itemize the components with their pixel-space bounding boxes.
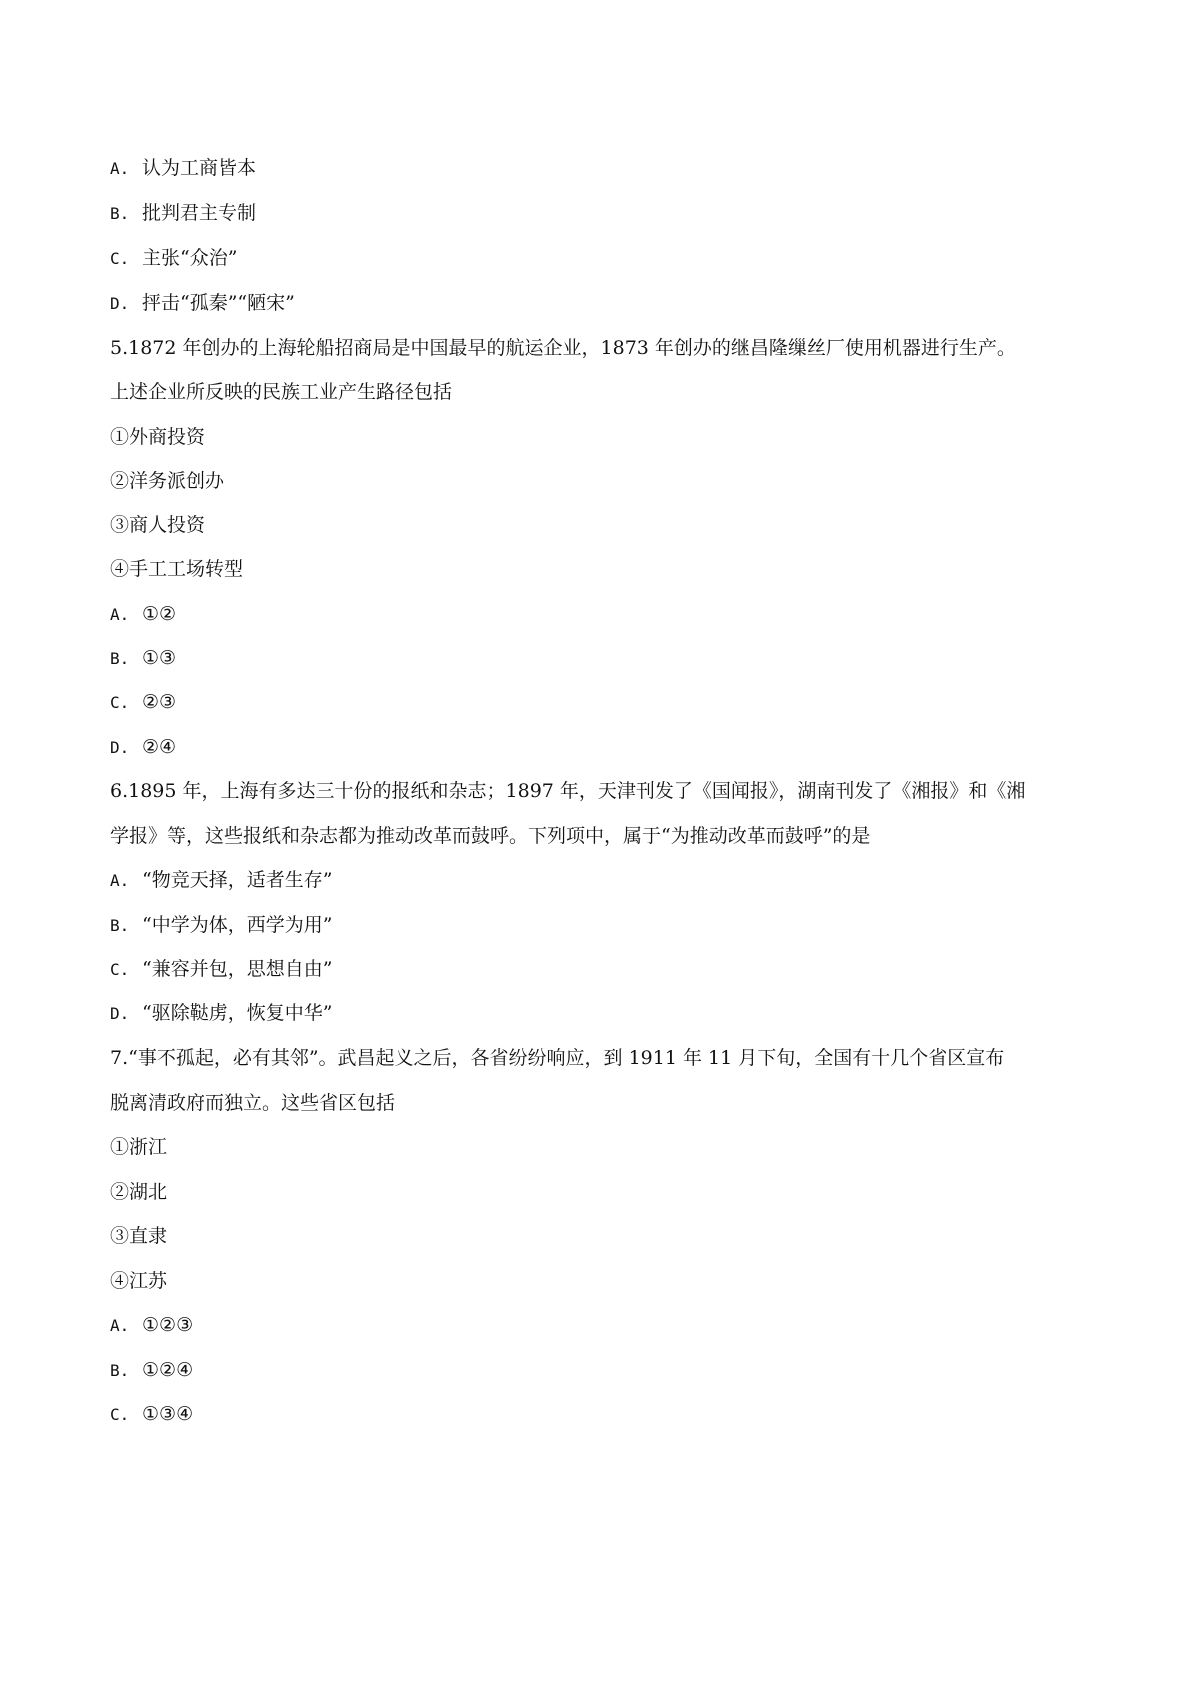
q7-stem-line-1: 7.“事不孤起，必有其邻”。武昌起义之后，各省纷纷响应，到 1911 年 11 月下旬，全国有十几个省区宣布	[110, 1047, 1005, 1069]
option-text: ①②③	[142, 1314, 194, 1336]
option-text: ①③	[142, 647, 177, 669]
option-text: ②④	[142, 736, 177, 758]
q6-option-b	[110, 912, 332, 939]
option-text: “中学为体，西学为用”	[142, 914, 333, 936]
q5-item-3: ③商人投资	[110, 514, 206, 536]
q5-option-d	[110, 734, 176, 761]
option-text: “驱除鞑虏，恢复中华”	[142, 1002, 333, 1024]
option-text: 认为工商皆本	[142, 157, 257, 179]
q6-option-d	[110, 1000, 332, 1027]
q5-item-4: ④手工工场转型	[110, 558, 244, 580]
option-letter: B.	[110, 204, 130, 223]
option-text: 抨击“孤秦”“陋宋”	[142, 292, 295, 314]
option-letter: C.	[110, 1405, 130, 1424]
q7-item-4: ④江苏	[110, 1270, 168, 1292]
q4-option-b	[110, 200, 256, 227]
option-letter: C.	[110, 693, 130, 712]
q4-option-d	[110, 290, 295, 317]
q4-option-a	[110, 155, 256, 182]
option-text: “兼容并包，思想自由”	[142, 958, 333, 980]
option-text: “物竞天择，适者生存”	[142, 869, 333, 891]
option-letter: A.	[110, 159, 130, 178]
q6-option-c	[110, 956, 332, 983]
q7-item-2: ②湖北	[110, 1181, 168, 1203]
option-letter: B.	[110, 916, 130, 935]
q4-option-c	[110, 245, 237, 272]
q5-option-a	[110, 601, 176, 628]
option-letter: D.	[110, 738, 130, 757]
option-text: ①③④	[142, 1403, 194, 1425]
q7-item-1: ①浙江	[110, 1136, 168, 1158]
option-text: 主张“众治”	[142, 247, 238, 269]
option-letter: B.	[110, 649, 130, 668]
option-text: 批判君主专制	[142, 202, 257, 224]
q7-item-3: ③直隶	[110, 1225, 168, 1247]
option-letter: A.	[110, 1316, 130, 1335]
q5-stem-line-2: 上述企业所反映的民族工业产生路径包括	[110, 381, 453, 403]
option-letter: B.	[110, 1361, 130, 1380]
q6-option-a	[110, 867, 332, 894]
option-letter: D.	[110, 294, 130, 313]
q7-option-a	[110, 1312, 193, 1339]
option-text: ①②④	[142, 1359, 194, 1381]
option-letter: A.	[110, 871, 130, 890]
option-letter: D.	[110, 1004, 130, 1023]
option-letter: C.	[110, 249, 130, 268]
option-text: ②③	[142, 691, 177, 713]
q5-stem-line-1: 5.1872 年创办的上海轮船招商局是中国最早的航运企业，1873 年创办的继昌隆缫丝厂使用机器进行生产。	[110, 337, 1016, 359]
q6-stem-line-1: 6.1895 年，上海有多达三十份的报纸和杂志；1897 年，天津刊发了《国闻报》，湖南刊发了《湘报》和《湘	[110, 780, 1026, 802]
q7-option-c	[110, 1401, 193, 1428]
option-letter: C.	[110, 960, 130, 979]
q5-item-1: ①外商投资	[110, 426, 206, 448]
q5-option-c	[110, 689, 176, 716]
q5-item-2: ②洋务派创办	[110, 470, 225, 492]
option-letter: A.	[110, 605, 130, 624]
q6-stem-line-2: 学报》等，这些报纸和杂志都为推动改革而鼓呼。下列项中，属于“为推动改革而鼓呼”的是	[110, 825, 871, 847]
option-text: ①②	[142, 603, 177, 625]
q7-stem-line-2: 脱离清政府而独立。这些省区包括	[110, 1092, 396, 1114]
q7-option-b	[110, 1357, 193, 1384]
q5-option-b	[110, 645, 176, 672]
